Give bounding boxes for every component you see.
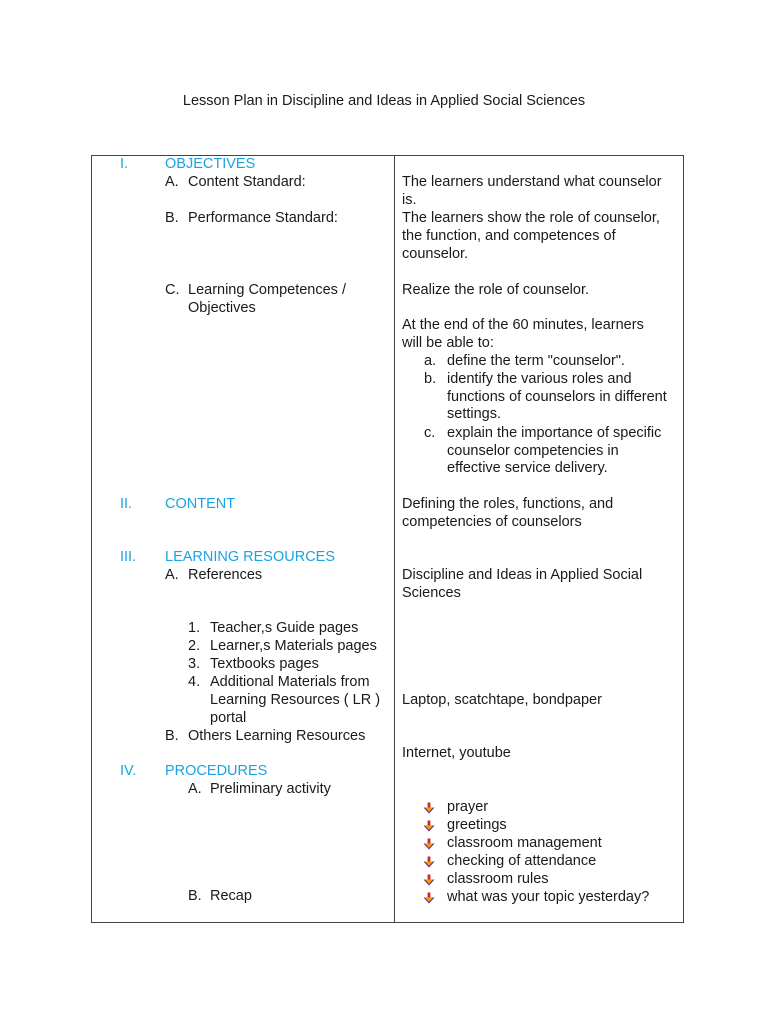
others-resources-marker: B. <box>165 728 179 744</box>
resource-item-1-marker: 1. <box>188 620 201 636</box>
objective-item-a-marker: a. <box>424 353 437 369</box>
resource-item-2-marker: 2. <box>188 638 201 654</box>
procedure-bullet-1: prayer <box>447 799 489 815</box>
content-value-line-1: Defining the roles, functions, and <box>402 496 614 512</box>
resource-item-4-line-3: portal <box>210 710 247 726</box>
resource-item-4-line-2: Learning Resources ( LR ) <box>210 692 381 708</box>
references-value-line-2: Sciences <box>402 585 461 601</box>
objective-item-b-line-2: functions of counselors in different <box>447 389 667 405</box>
competences-value: Realize the role of counselor. <box>402 282 589 298</box>
arrow-down-icon <box>423 838 435 850</box>
procedure-bullet-5: classroom rules <box>447 871 549 887</box>
objective-item-b-line-3: settings. <box>447 406 501 422</box>
performance-standard-marker: B. <box>165 210 179 226</box>
objective-item-c-marker: c. <box>424 425 436 441</box>
objective-item-c-line-2: counselor competencies in <box>447 443 619 459</box>
recap-label: Recap <box>210 888 252 904</box>
resource-item-4-line-1: Additional Materials from <box>210 674 370 690</box>
resource-item-1-label: Teacher,s Guide pages <box>210 620 359 636</box>
performance-standard-value-line-1: The learners show the role of counselor, <box>402 210 660 226</box>
competences-label-line-2: Objectives <box>188 300 256 316</box>
section-heading-learning-resources: LEARNING RESOURCES <box>165 549 336 565</box>
objectives-intro-line-2: will be able to: <box>402 335 494 351</box>
section-heading-objectives: OBJECTIVES <box>165 156 256 172</box>
objective-item-b-line-1: identify the various roles and <box>447 371 632 387</box>
content-standard-label: Content Standard: <box>188 174 306 190</box>
references-label: References <box>188 567 263 583</box>
resource-item-2-label: Learner,s Materials pages <box>210 638 377 654</box>
competences-label-line-1: Learning Competences / <box>188 282 346 298</box>
section-numeral-content: II. <box>120 496 133 512</box>
arrow-down-icon <box>423 802 435 814</box>
content-standard-value-line-1: The learners understand what counselor <box>402 174 662 190</box>
arrow-down-icon <box>423 874 435 886</box>
additional-materials-value: Laptop, scatchtape, bondpaper <box>402 692 602 708</box>
others-resources-label: Others Learning Resources <box>188 728 366 744</box>
arrow-down-icon <box>423 892 435 904</box>
lesson-plan-table <box>91 155 684 923</box>
section-heading-content: CONTENT <box>165 496 236 512</box>
section-heading-procedures: PROCEDURES <box>165 763 268 779</box>
references-value-line-1: Discipline and Ideas in Applied Social <box>402 567 643 583</box>
others-resources-value: Internet, youtube <box>402 745 511 761</box>
objective-item-a-line-1: define the term "counselor". <box>447 353 625 369</box>
performance-standard-value-line-2: the function, and competences of <box>402 228 616 244</box>
recap-marker: B. <box>188 888 202 904</box>
section-numeral-learning-resources: III. <box>120 549 137 565</box>
objective-item-c-line-3: effective service delivery. <box>447 460 608 476</box>
references-marker: A. <box>165 567 179 583</box>
content-standard-marker: A. <box>165 174 179 190</box>
procedure-bullet-2: greetings <box>447 817 507 833</box>
procedure-bullet-6: what was your topic yesterday? <box>447 889 650 905</box>
document-title: Lesson Plan in Discipline and Ideas in Applied Social Sciences <box>182 93 586 109</box>
preliminary-activity-label: Preliminary activity <box>210 781 331 797</box>
arrow-down-icon <box>423 856 435 868</box>
arrow-down-icon <box>423 820 435 832</box>
column-divider <box>394 155 395 923</box>
resource-item-4-marker: 4. <box>188 674 201 690</box>
competences-marker: C. <box>165 282 180 298</box>
content-standard-value-line-2: is. <box>402 192 417 208</box>
procedure-bullet-3: classroom management <box>447 835 602 851</box>
resource-item-3-label: Textbooks pages <box>210 656 319 672</box>
performance-standard-value-line-3: counselor. <box>402 246 469 262</box>
section-numeral-procedures: IV. <box>120 763 137 779</box>
objectives-intro-line-1: At the end of the 60 minutes, learners <box>402 317 644 333</box>
preliminary-activity-marker: A. <box>188 781 202 797</box>
objective-item-c-line-1: explain the importance of specific <box>447 425 662 441</box>
resource-item-3-marker: 3. <box>188 656 201 672</box>
objective-item-b-marker: b. <box>424 371 437 387</box>
procedure-bullet-4: checking of attendance <box>447 853 597 869</box>
performance-standard-label: Performance Standard: <box>188 210 338 226</box>
section-numeral-objectives: I. <box>120 156 129 172</box>
content-value-line-2: competencies of counselors <box>402 514 582 530</box>
